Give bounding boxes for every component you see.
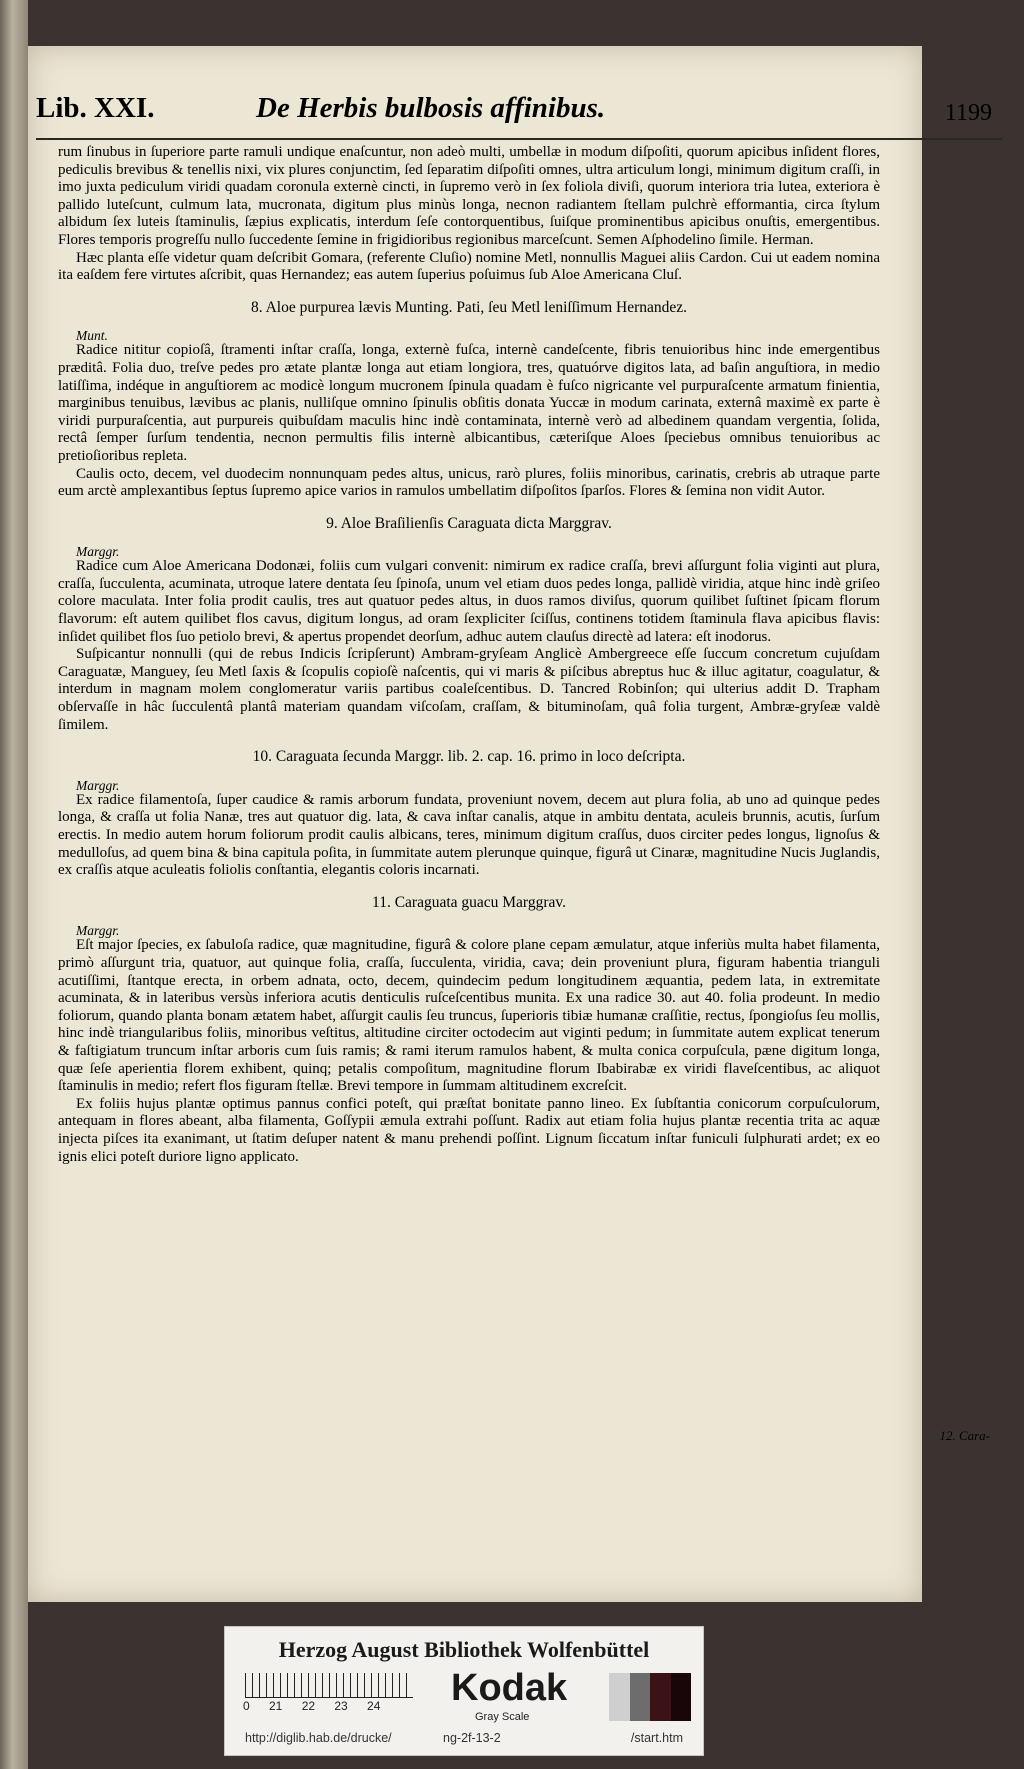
gray-scale-label: Gray Scale xyxy=(475,1711,530,1723)
section-heading-11: 11. Caraguata guacu Marggrav. xyxy=(372,893,566,911)
ruler-scale xyxy=(245,1673,413,1698)
start-path: /start.htm xyxy=(630,1731,683,1745)
paragraph: Suſpicantur nonnulli (qui de rebus Indicis ſcripſerunt) Ambram-gryſeam Anglicè Ambergreece eſſe ſuccum concretum cujuſdam Caraguatæ, Manguey, ſeu Metl ſaxis & ſcopulis copioſè naſcentis, qui vi maris & piſcibus abreptus huc & illuc agitatur, coagulatur, & interdum in magnam molem conglomeratur variis partibus coaleſcentibus. D. Tancred Robinſon; qui ulterius addit D. Trapham obſervaſſe in hâc ſucculentâ plantâ materiam quandam viſcoſam, craſſam, & bituminoſam, quâ folia turgent, Ambræ-gryſeæ valdè ſimilem. xyxy=(58,646,880,733)
section-heading-10: 10. Caraguata ſecunda Marggr. lib. 2. cap. 16. primo in loco deſcripta. xyxy=(252,748,686,766)
paragraph: Eſt major ſpecies, ex ſabuloſa radice, quæ magnitudine, figurâ & colore plane cepam æmulatur, atque inferiùs multa habet filamenta, primò aſſurgunt tria, quatuor, aut quinque folia, craſſa, ſucculenta, viridia, cava; dein proveniunt plura, figuram habentia trianguli acutiſſimi, ſtantque erecta, in orbem adnata, octo, decem, quindecim pedum longitudinem æquantia, pedem lata, in extremitate acuminata, & in lateribus versùs inferiora acutis denticulis ruſceſcentibus munita. Ex una radice 30. aut 40. folia prodeunt. In medio foliorum, quando planta bonam ætatem habet, aſſurgit caulis ſeu truncus, ſuperioris tibiæ humanæ craſſitie, rectus, ſpongioſus ſeu mollis, hinc indè triangularibus foliis, minoribus veſtitus, altitudine circiter octodecim aut viginti pedum; in ſummitate autem explicat tenerum & faſtigiatum truncum inſtar arboris cum ſuis ramis; & rami iterum ramulos habent, & multa conica corpuſcula, pæne digitum longa, quæ ſeſe aperientia florem exhibent, quinq; petalis compoſitum, magnitudine florum Ibabirabæ ex viridi flaveſcentibus, ac aliquot ſtaminulis in medio; refert flos figuram ſtellæ. Brevi tempore in ſummam altitudinem excreſcit. xyxy=(58,937,880,1095)
section-heading-9: 9. Aloe Braſilienſis Caraguata dicta Marggrav. xyxy=(326,514,612,532)
author-abbrev: Munt. xyxy=(76,328,108,344)
paragraph: Caulis octo, decem, vel duodecim nonnunquam pedes altus, unicus, rarò plures, foliis minoribus, carinatis, crebris ab utraque parte eum arctè amplexantibus ſeptus ſupremo apice varios in ramulos umbellatim diſpoſitos ſparſos. Flores & ſemina non vidit Autor. xyxy=(58,465,880,500)
paragraph: Radice cum Aloe Americana Dodonæi, foliis cum vulgari convenit: nimirum ex radice craſſa, brevi aſſurgunt folia viginti aut plura, craſſa, ſucculenta, acuminata, utroque latere dentata ſeu ſpinoſa, unum vel etiam duos pedes longa, pallidè viridia, atque hinc indè griſeo colore maculata. Inter folia prodit caulis, tres aut quatuor pedes altus, in duos ramos diviſus, quorum quilibet ſuſtinet ſpicam florum flavorum: eſt autem quilibet flos cavus, digitum longus, ad oram ſexpliciter ſciſſus, continens totidem ſtaminula flava apicibus flavis: inſidet quilibet flos ſuo petiolo brevi, & apertus propendet deorſum, adhuc autem clauſus directè ad latera: eſt inodorus. xyxy=(58,558,880,645)
kodak-logo: Kodak xyxy=(451,1667,568,1709)
page-body xyxy=(58,144,880,1424)
left-page-edge xyxy=(0,0,28,1769)
paragraph: Radice nititur copioſâ, ſtramenti inſtar craſſa, longa, externè fuſca, internè candeſcente, fibris tenuioribus hinc inde emergentibus præditâ. Folia duo, treſve pedes pro ætate plantæ longa aut etiam longiora, tres, quatuórve digitos lata, ad baſin anguſtiora, in medio latiſſima, indéque in anguſtiorem ac modicè longum mucronem ſpinula quadam è fuſco nigricante vel purpuraſcente armatum finientia, marginibus tenuibus, lævibus ac planis, nulliſque omnino ſpinulis obſitis donata Yuccæ in modum carinata, externâ maximè ex parte è viridi purpuraſcentia, aut purpureis quibuſdam maculis hinc indè contaminata, internè verò ad albedinem quandam vergentia, ſolida, rectâ ſemper ſurſum tendentia, necnon permultis filis internè albicantibus, cæteriſque Aloes ſpeciebus omnibus tenuioribus ac pretioſioribus repleta. xyxy=(58,342,880,464)
chapter-title: De Herbis bulbosis affinibus. xyxy=(256,92,606,124)
paragraph: rum ſinubus in ſuperiore parte ramuli undique enaſcuntur, non adeò multi, umbellæ in modum diſpoſiti, quorum apicibus inſident flores, pediculis brevibus & tenellis nixi, vix plures conjunctim, ſed ſeparatim diſpoſiti omnes, ultra articulum longi, minimum digitum craſſi, in imo juxta pediculum viridi quadam coronula externè cincti, in ſupremo verò in ſex foliola diviſi, quorum interiora tria lutea, exteriora è pallido luteſcunt, culmum lata, mucronata, digitum plus minùs longa, necnon radiantem ſtellam pulchrè efformantia, circa ſtylum albidum ſex luteis ſtaminulis, ſæpius explicatis, interdum ſeſe contorquentibus, ſuiſque prominentibus apicibus onuſtis, emergentibus. Flores temporis progreſſu nullo ſuccedente ſemine in frigidioribus regionibus marceſcunt. Semen Aſphodelino ſimile. Herman. xyxy=(58,144,880,248)
catchword: 12. Cara- xyxy=(939,1428,990,1443)
author-abbrev: Marggr. xyxy=(76,777,120,793)
color-target-card xyxy=(224,1626,704,1756)
gray-swatches xyxy=(609,1673,691,1721)
section-heading-8: 8. Aloe purpurea lævis Munting. Pati, ſeu Metl leniſſimum Hernandez. xyxy=(250,298,688,316)
paragraph: Ex radice filamentoſa, ſuper caudice & ramis arborum fundata, proveniunt novem, decem aut plura folia, ab uno ad quinque pedes longa, & craſſa ut folia Nanæ, tres aut quatuor dig. lata, & cava inſtar canalis, atque in ambitu dentata, aculeis brunnis, acutis, ſurſum erectis. In medio autem horum foliorum prodit caulis albicans, teres, minimum digitum craſſus, duos circiter pedes longus, lignoſus & medulloſus, ad quem bina & bina capitula poſita, in ſummitate autem plerunque quinque, figurâ ut Cinaræ, magnitudine Nucis Juglandis, ex craſſis atque aculeatis foliolis conſtantia, elegantis coloris incarnati. xyxy=(58,791,880,879)
paragraph: Hæc planta eſſe videtur quam deſcribit Gomara, (referente Cluſio) nomine Metl, nonnullis Maguei aliis Cardon. Cui ut eadem nomina ita eaſdem fere virtutes aſcribit, quas Hernandez; eas autem ſuperius poſuimus ſub Aloe Americana Cluſ. xyxy=(58,249,880,284)
swatch xyxy=(650,1673,671,1721)
book-number: Lib. XXI. xyxy=(36,92,155,124)
swatch xyxy=(630,1673,651,1721)
source-url: http://diglib.hab.de/drucke/ xyxy=(245,1731,392,1745)
paragraph: Ex foliis hujus plantæ optimus pannus confici poteſt, qui præſtat bonitate panno lineo. Ex ſubſtantia conicorum corpuſculorum, antequam in flores abeant, alba filamenta, Goſſypii æmula extrahi poſſunt. Radix aut etiam folia hujus plantæ recentia trita ac aquæ injecta piſces ita exanimant, ut ſtatim deſuper natent & manu prehendi poſſint. Lignum ſiccatum inſtar funiculi ſulphurati ardet; ex eo ignis elici poteſt duriore ligno applicato. xyxy=(58,1095,880,1165)
shelfmark: ng-2f-13-2 xyxy=(443,1731,501,1745)
ruler-numbers: 0 21 22 23 24 xyxy=(243,1699,381,1713)
author-abbrev: Marggr. xyxy=(76,923,120,939)
swatch xyxy=(609,1673,630,1721)
author-abbrev: Marggr. xyxy=(76,544,120,560)
running-head xyxy=(36,92,1002,138)
page-number: 1199 xyxy=(944,100,992,126)
header-rule xyxy=(36,138,1002,140)
swatch xyxy=(671,1673,692,1721)
library-name: Herzog August Bibliothek Wolfenbüttel xyxy=(278,1637,650,1662)
